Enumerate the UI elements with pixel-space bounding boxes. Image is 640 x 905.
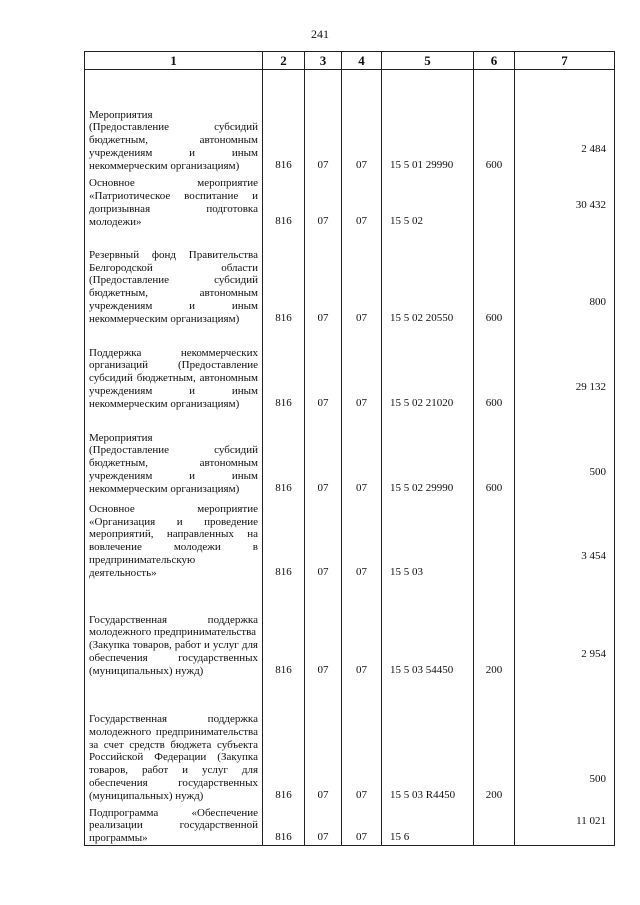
- row-csr: 15 5 01 29990: [382, 70, 474, 173]
- row-rz: 07: [305, 411, 342, 496]
- table-row: [85, 411, 615, 496]
- row-ved: 816: [263, 678, 305, 803]
- table-row: [85, 173, 615, 229]
- row-csr: 15 5 02: [382, 173, 474, 229]
- row-rz: 07: [305, 580, 342, 678]
- row-ved: 816: [263, 580, 305, 678]
- header-col-2: 2: [263, 52, 305, 70]
- row-vr: 200: [474, 580, 515, 678]
- table-row: [85, 326, 615, 411]
- row-pr: 07: [342, 326, 382, 411]
- row-rz: 07: [305, 326, 342, 411]
- row-ved: 816: [263, 70, 305, 173]
- row-rz: 07: [305, 173, 342, 229]
- row-vr: 200: [474, 678, 515, 803]
- row-ved: 816: [263, 803, 305, 846]
- row-vr: [474, 803, 515, 846]
- row-sum: 500: [515, 411, 615, 496]
- row-ved: 816: [263, 326, 305, 411]
- row-pr: 07: [342, 229, 382, 326]
- row-name: Мероприятия (Предоставление субсидий бюджетным, автономным учреждениям и иным некоммерческим организациям): [85, 411, 263, 496]
- row-sum: 30 432: [515, 173, 615, 229]
- row-name: Подпрограмма «Обеспечение реализации государственной программы»: [85, 803, 263, 846]
- row-ved: 816: [263, 411, 305, 496]
- header-col-4: 4: [342, 52, 382, 70]
- row-vr: [474, 496, 515, 580]
- table-row: [85, 496, 615, 580]
- row-name: Основное мероприятие «Патриотическое воспитание и допризывная подготовка молодежи»: [85, 173, 263, 229]
- row-csr: 15 5 03 54450: [382, 580, 474, 678]
- row-ved: 816: [263, 173, 305, 229]
- row-csr: 15 5 03 R4450: [382, 678, 474, 803]
- header-col-1: 1: [85, 52, 263, 70]
- row-pr: 07: [342, 678, 382, 803]
- row-ved: 816: [263, 229, 305, 326]
- header-col-3: 3: [305, 52, 342, 70]
- row-pr: 07: [342, 70, 382, 173]
- row-sum: 2 484: [515, 70, 615, 173]
- row-vr: 600: [474, 411, 515, 496]
- row-sum: 3 454: [515, 496, 615, 580]
- row-csr: 15 6: [382, 803, 474, 846]
- row-vr: 600: [474, 70, 515, 173]
- page-number: 241: [311, 27, 329, 41]
- row-ved: 816: [263, 496, 305, 580]
- row-pr: 07: [342, 173, 382, 229]
- row-sum: 2 954: [515, 580, 615, 678]
- header-col-7: 7: [515, 52, 615, 70]
- row-name: Государственная поддержка молодежного предпринимательства за счет средств бюджета субъекта Российской Федерации (Закупка товаров, работ и услуг для обеспечения государственных (муниципальных) нужд): [85, 678, 263, 803]
- row-sum: 500: [515, 678, 615, 803]
- row-name: Государственная поддержка молодежного предпринимательства (Закупка товаров, работ и услуг для обеспечения государственных (муниципальных) нужд): [85, 580, 263, 678]
- row-rz: 07: [305, 229, 342, 326]
- row-name: Поддержка некоммерческих организаций (Предоставление субсидий бюджетным, автономным учреждениям и иным некоммерческим организациям): [85, 326, 263, 411]
- table-row: [85, 580, 615, 678]
- row-name: Основное мероприятие «Организация и проведение мероприятий, направленных на вовлечение молодежи в предпринимательскую деятельность»: [85, 496, 263, 580]
- row-rz: 07: [305, 678, 342, 803]
- row-csr: 15 5 02 21020: [382, 326, 474, 411]
- row-sum: 29 132: [515, 326, 615, 411]
- row-sum: 800: [515, 229, 615, 326]
- header-col-5: 5: [382, 52, 474, 70]
- row-rz: 07: [305, 496, 342, 580]
- row-sum: 11 021: [515, 803, 615, 846]
- table-row: [85, 229, 615, 326]
- row-pr: 07: [342, 580, 382, 678]
- row-pr: 07: [342, 411, 382, 496]
- row-vr: [474, 173, 515, 229]
- header-col-6: 6: [474, 52, 515, 70]
- table-row: [85, 70, 615, 173]
- row-vr: 600: [474, 229, 515, 326]
- row-csr: 15 5 02 29990: [382, 411, 474, 496]
- row-rz: 07: [305, 803, 342, 846]
- row-rz: 07: [305, 70, 342, 173]
- row-pr: 07: [342, 803, 382, 846]
- row-pr: 07: [342, 496, 382, 580]
- budget-table: [84, 51, 615, 846]
- table-row: [85, 803, 615, 846]
- row-name: Резервный фонд Правительства Белгородской области (Предоставление субсидий бюджетным, автономным учреждениям и иным некоммерческим организациям): [85, 229, 263, 326]
- row-vr: 600: [474, 326, 515, 411]
- row-name: Мероприятия (Предоставление субсидий бюджетным, автономным учреждениям и иным некоммерческим организациям): [85, 70, 263, 173]
- header-row: [85, 52, 615, 70]
- row-csr: 15 5 03: [382, 496, 474, 580]
- row-csr: 15 5 02 20550: [382, 229, 474, 326]
- table-row: [85, 678, 615, 803]
